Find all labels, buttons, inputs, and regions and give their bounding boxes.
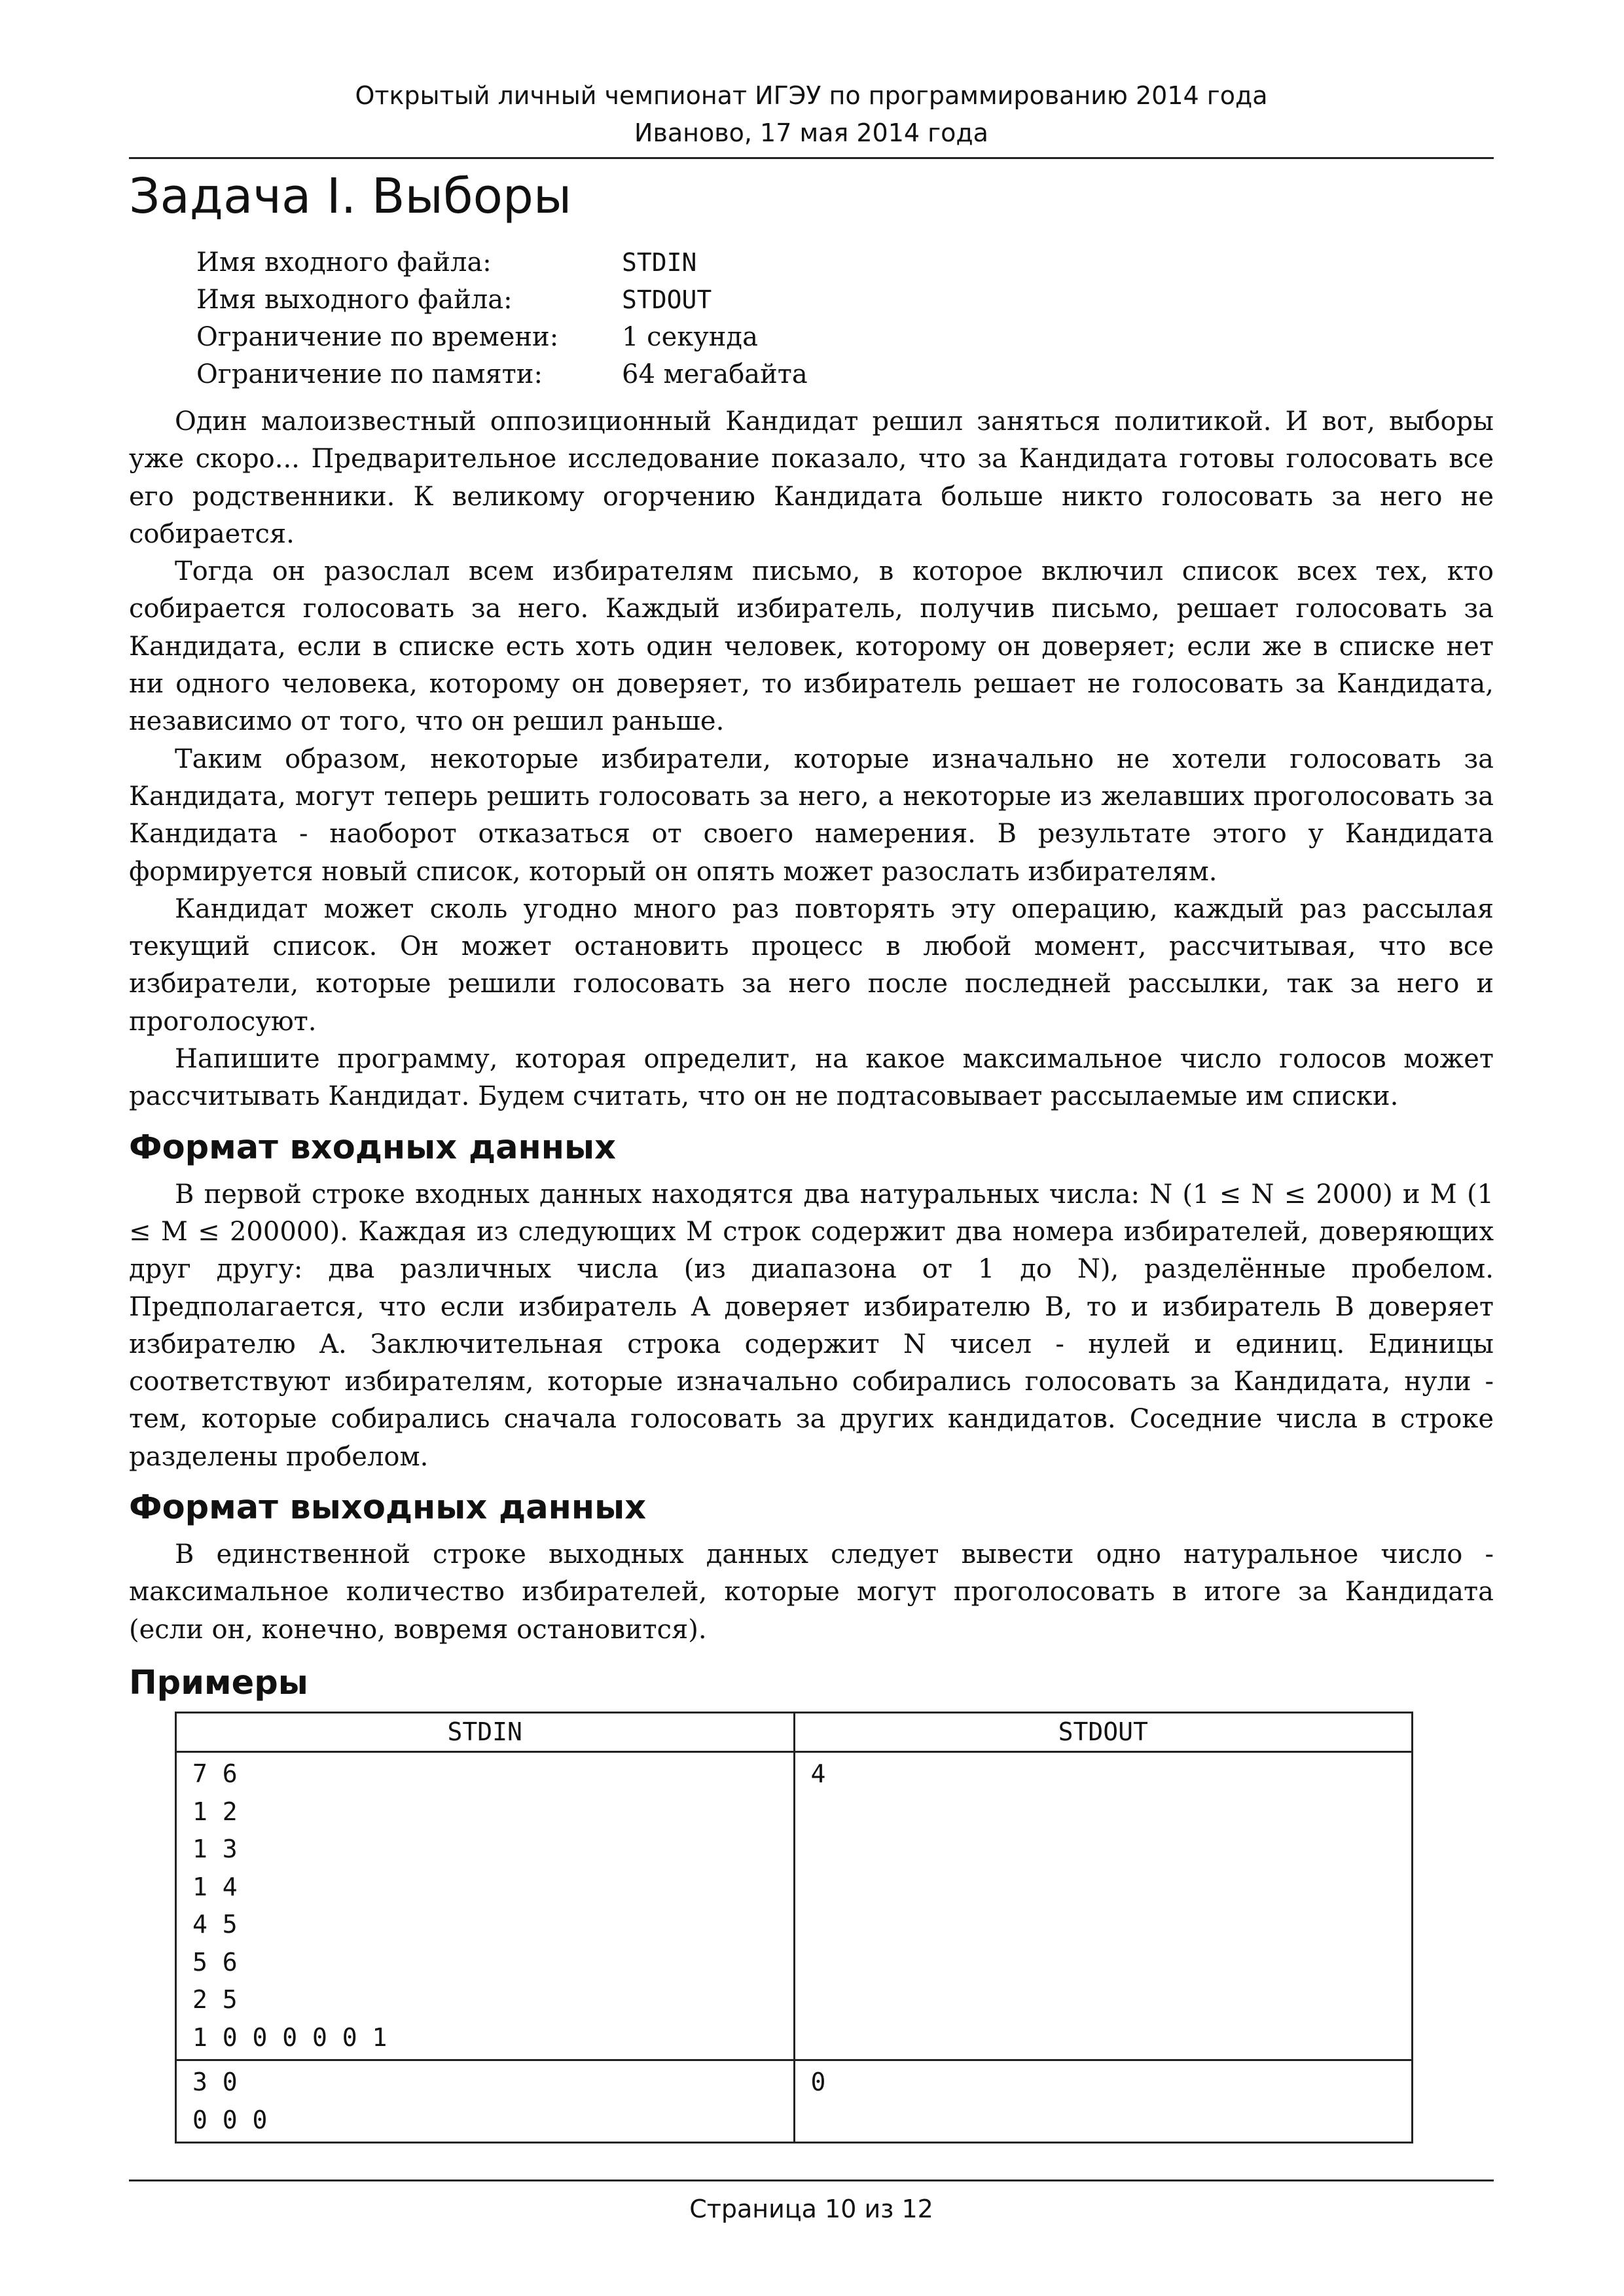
meta-label: Ограничение по времени: [196, 322, 559, 352]
meta-row-time-limit [196, 319, 808, 356]
output-format-text: В единственной строке выходных данных следует вывести одно натуральное число - максимальное количество избирателей, которые могут проголосовать в итоге за Кандидата (если он, конечно, вовремя остановится). [129, 1539, 1494, 1645]
problem-title: Задача I. Выборы [129, 168, 572, 224]
input-line: 0 0 0 [192, 2105, 268, 2134]
meta-value: STDIN [622, 248, 697, 277]
input-line: 4 5 [192, 1910, 238, 1939]
statement-paragraph: Один малоизвестный оппозиционный Кандидат решил заняться политикой. И вот, выборы уже скоро... Предварительное исследование показало, что за Кандидата готовы голосовать все его родственники. К великому огорчению Кандидата больше никто голосовать за него не собирается. [129, 406, 1494, 549]
meta-label: Имя выходного файла: [196, 285, 513, 315]
example-row [176, 2060, 1413, 2143]
input-line: 1 2 [192, 1797, 238, 1826]
example-row [176, 1752, 1413, 2060]
input-line: 7 6 [192, 1759, 238, 1789]
input-line: 1 0 0 0 0 0 1 [192, 2022, 388, 2052]
examples-table [175, 1712, 1413, 2144]
examples-heading: Примеры [129, 1663, 308, 1702]
input-line: 3 0 [192, 2068, 238, 2097]
input-line: 5 6 [192, 1947, 238, 1977]
page-header [129, 77, 1494, 152]
meta-value: STDOUT [622, 285, 712, 314]
statement-paragraph: Таким образом, некоторые избиратели, которые изначально не хотели голосовать за Кандидата, могут теперь решить голосовать за него, а некоторые из желавших проголосовать за Кандидата - наоборот отказаться от своего намерения. В результате этого у Кандидата формируется новый список, который он опять может разослать избирателям. [129, 744, 1494, 887]
statement-paragraph: Тогда он разослал всем избирателям письмо, в которое включил список всех тех, кто собирается голосовать за него. Каждый избиратель, получив письмо, решает голосовать за Кандидата, если в списке есть хоть один человек, которому он доверяет; если же в списке нет ни одного человека, которому он доверяет, то избиратель решает не голосовать за Кандидата, независимо от того, что он решил раньше. [129, 556, 1494, 737]
output-line: 0 [810, 2068, 826, 2097]
example-stdin-cell [176, 1752, 795, 2060]
statement-paragraph: Кандидат может сколь угодно много раз повторять эту операцию, каждый раз рассылая текущий список. Он может остановить процесс в любой момент, рассчитывая, что все избиратели, которые решили голосовать за него после последней рассылки, так за него и проголосуют. [129, 893, 1494, 1037]
meta-row-output-file [196, 281, 808, 319]
meta-row-input-file [196, 244, 808, 281]
header-date: Иваново, 17 мая 2014 года [634, 118, 988, 147]
meta-value: 64 мегабайта [622, 359, 808, 389]
output-line: 4 [810, 1759, 826, 1789]
input-line: 2 5 [192, 1985, 238, 2015]
meta-label: Ограничение по памяти: [196, 359, 543, 389]
stdin-column-header: STDIN [176, 1712, 795, 1751]
problem-limits [196, 244, 808, 393]
example-stdout-cell [794, 1752, 1413, 2060]
examples-header-row [176, 1712, 1413, 1751]
meta-label: Имя входного файла: [196, 247, 492, 278]
input-line: 1 4 [192, 1872, 238, 1901]
problem-body [129, 403, 1494, 2144]
stdout-column-header: STDOUT [794, 1712, 1413, 1751]
example-stdout-cell [794, 2060, 1413, 2143]
header-contest-name: Открытый личный чемпионат ИГЭУ по программированию 2014 года [355, 81, 1268, 110]
footer-rule [129, 2179, 1494, 2181]
meta-row-memory-limit [196, 356, 808, 393]
input-format-heading: Формат входных данных [129, 1128, 617, 1167]
output-format-heading: Формат выходных данных [129, 1488, 647, 1528]
input-line: 1 3 [192, 1835, 238, 1864]
example-stdin-cell [176, 2060, 795, 2143]
input-format-text: В первой строке входных данных находятся два натуральных числа: N (1 ≤ N ≤ 2000) и M (1 ≤ M ≤ 200000). Каждая из следующих M строк содержит два номера избирателей, доверяющих друг другу: два различных числа (из диапазона от 1 до N), разделённые пробелом. Предполагается, что если избиратель A доверяет избирателю B, то и избиратель B доверяет избирателю A. Заключительная строка содержит N чисел - нулей и единиц. Единицы соответствуют избирателям, которые изначально собирались голосовать за Кандидата, нули - тем, которые собирались сначала голосовать за других кандидатов. Соседние числа в строке разделены пробелом. [129, 1179, 1494, 1472]
page-number: Страница 10 из 12 [689, 2195, 933, 2223]
header-rule [129, 157, 1494, 159]
meta-value: 1 секунда [622, 322, 758, 352]
statement-paragraph: Напишите программу, которая определит, на какое максимальное число голосов может рассчитывать Кандидат. Будем считать, что он не подтасовывает рассылаемые им списки. [129, 1044, 1494, 1112]
